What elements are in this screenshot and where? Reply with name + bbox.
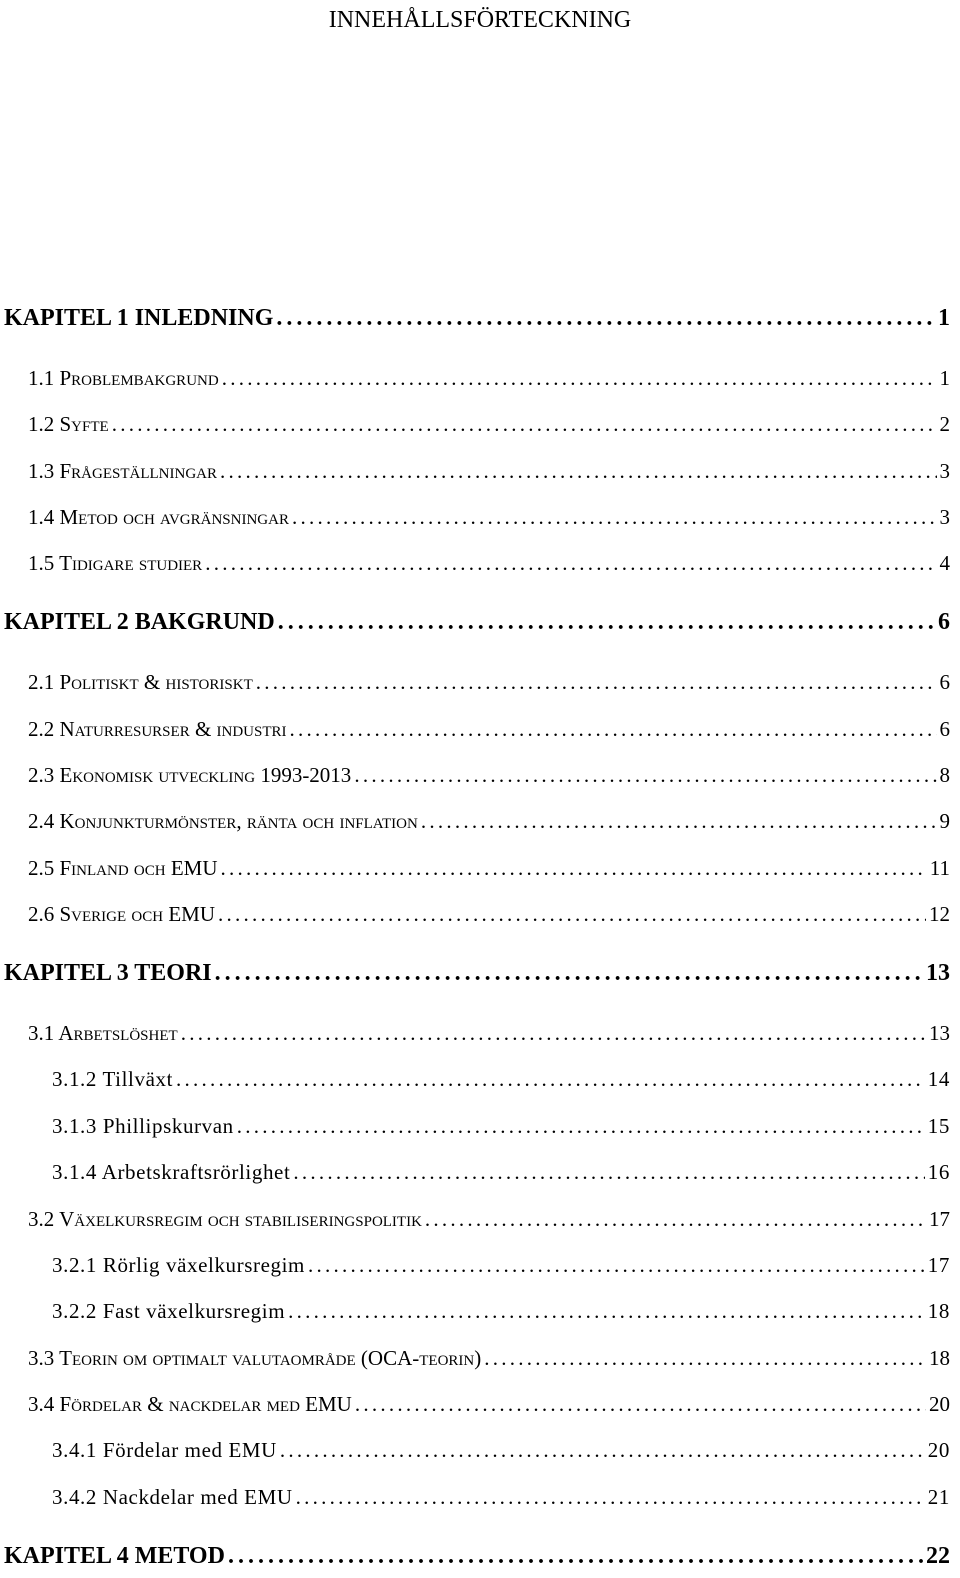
dot-leader (425, 1203, 926, 1235)
toc-entry-page: 6 (938, 609, 950, 635)
toc-entry-label: 3.1.4 Arbetskraftsrörlighet (52, 1160, 291, 1184)
toc-entry-page: 11 (929, 856, 950, 880)
toc-entry-label: 3.4 Fördelar & nackdelar med EMU (28, 1392, 352, 1416)
dot-leader (308, 1249, 925, 1281)
toc-entry-label: 3.1.3 Phillipskurvan (52, 1114, 234, 1138)
dot-leader (221, 852, 927, 884)
toc-entry-3-4-2[interactable] (52, 1481, 950, 1513)
dot-leader (354, 759, 936, 791)
toc-entry-2-4[interactable] (28, 805, 950, 837)
dot-leader (484, 1342, 926, 1374)
toc-entry-page: 3 (939, 505, 950, 529)
toc-entry-page: 4 (939, 551, 950, 575)
toc-entry-label: 1.2 Syfte (28, 412, 109, 436)
toc-entry-label: 3.1 Arbetslöshet (28, 1021, 178, 1045)
dot-leader (228, 1540, 923, 1572)
toc-entry-3-4-1[interactable] (52, 1434, 950, 1466)
toc-entry-label: 3.2.2 Fast växelkursregim (52, 1299, 286, 1323)
dot-leader (181, 1017, 926, 1049)
toc-entry-2-6[interactable] (28, 898, 950, 930)
toc-entry-label: 1.5 Tidigare studier (28, 551, 203, 575)
toc-entry-page: 1 (938, 305, 950, 331)
dot-leader (112, 408, 937, 440)
dot-leader (220, 455, 936, 487)
toc-entry-label: 3.2 Växelkursregim och stabiliseringspolitik (28, 1207, 422, 1231)
toc-entry-label: KAPITEL 3 TEORI (4, 960, 212, 986)
toc-entry-3-1-2[interactable] (52, 1063, 950, 1095)
toc-entry-3-2-2[interactable] (52, 1295, 950, 1327)
toc-entry-label: 2.3 Ekonomisk utveckling 1993-2013 (28, 763, 352, 787)
dot-leader (355, 1388, 926, 1420)
toc-entry-label: 2.5 Finland och EMU (28, 856, 218, 880)
toc-entry-3-1-3[interactable] (52, 1110, 950, 1142)
toc-entry-label: 3.2.1 Rörlig växelkursregim (52, 1253, 305, 1277)
toc-entry-label: KAPITEL 2 BAKGRUND (4, 609, 275, 635)
toc-entry-label: 2.6 Sverige och EMU (28, 902, 216, 926)
toc-entry-page: 13 (929, 1021, 950, 1045)
toc-entry-1-1[interactable] (28, 362, 950, 394)
toc-entry-page: 9 (939, 809, 950, 833)
toc-entry-page: 20 (929, 1392, 950, 1416)
dot-leader (292, 501, 937, 533)
toc-entry-1-4[interactable] (28, 501, 950, 533)
toc-entry-page: 13 (926, 960, 950, 986)
toc-entry-page: 14 (927, 1067, 950, 1091)
dot-leader (276, 302, 935, 334)
toc-entry-page: 2 (939, 412, 950, 436)
toc-entry-page: 6 (939, 717, 950, 741)
toc-entry-page: 22 (926, 1543, 950, 1569)
toc-entry-page: 16 (927, 1160, 950, 1184)
dot-leader (218, 898, 926, 930)
toc-entry-label: 1.3 Frågeställningar (28, 459, 218, 483)
toc-entry-1-3[interactable] (28, 455, 950, 487)
dot-leader (256, 666, 937, 698)
page-title: INNEHÅLLSFÖRTECKNING (328, 7, 632, 33)
toc-entry-label: 1.4 Metod och avgränsningar (28, 505, 289, 529)
toc-entry-3-3[interactable] (28, 1342, 950, 1374)
toc-entry-page: 18 (927, 1299, 950, 1323)
toc-entry-page: 12 (929, 902, 950, 926)
dot-leader (290, 713, 937, 745)
dot-leader (278, 606, 935, 638)
toc-entry-chapter-1[interactable] (4, 302, 950, 334)
dot-leader (280, 1434, 925, 1466)
dot-leader (293, 1156, 924, 1188)
toc-entry-3-2-1[interactable] (52, 1249, 950, 1281)
toc-entry-page: 17 (929, 1207, 950, 1231)
toc-entry-chapter-2[interactable] (4, 606, 950, 638)
toc-entry-1-5[interactable] (28, 547, 950, 579)
toc-entry-page: 8 (939, 763, 950, 787)
dot-leader (421, 805, 937, 837)
toc-entry-chapter-3[interactable] (4, 957, 950, 989)
toc-entry-label: 2.2 Naturresurser & industri (28, 717, 287, 741)
toc-entry-label: KAPITEL 1 INLEDNING (4, 305, 274, 331)
toc-entry-label: 3.4.2 Nackdelar med EMU (52, 1485, 293, 1509)
toc-entry-page: 1 (939, 366, 950, 390)
toc-entry-label: 3.1.2 Tillväxt (52, 1067, 174, 1091)
toc-entry-3-2[interactable] (28, 1203, 950, 1235)
toc-entry-2-3[interactable] (28, 759, 950, 791)
toc-entry-label: 3.3 Teorin om optimalt valutaområde (OCA-teorin) (28, 1346, 482, 1370)
dot-leader (237, 1110, 925, 1142)
toc-entry-label: 1.1 Problembakgrund (28, 366, 219, 390)
dot-leader (215, 957, 923, 989)
toc-entry-page: 21 (927, 1485, 950, 1509)
dot-leader (288, 1295, 925, 1327)
dot-leader (176, 1063, 925, 1095)
toc-entry-label: 2.1 Politiskt & historiskt (28, 670, 253, 694)
dot-leader (296, 1481, 925, 1513)
toc-entry-2-1[interactable] (28, 666, 950, 698)
toc-entry-2-5[interactable] (28, 852, 950, 884)
toc-entry-page: 3 (939, 459, 950, 483)
toc-entry-chapter-4[interactable] (4, 1540, 950, 1572)
toc-entry-page: 6 (939, 670, 950, 694)
dot-leader (205, 547, 936, 579)
toc-entry-page: 15 (927, 1114, 950, 1138)
toc-entry-label: KAPITEL 4 METOD (4, 1543, 225, 1569)
dot-leader (222, 362, 937, 394)
toc-entry-page: 20 (927, 1438, 950, 1462)
toc-entry-2-2[interactable] (28, 713, 950, 745)
toc-entry-label: 2.4 Konjunkturmönster, ränta och inflation (28, 809, 418, 833)
toc-entry-page: 18 (929, 1346, 950, 1370)
toc-entry-3-4[interactable] (28, 1388, 950, 1420)
toc-entry-label: 3.4.1 Fördelar med EMU (52, 1438, 277, 1462)
toc-entry-page: 17 (927, 1253, 950, 1277)
toc-entry-3-1-4[interactable] (52, 1156, 950, 1188)
toc-entry-1-2[interactable] (28, 408, 950, 440)
toc-entry-3-1[interactable] (28, 1017, 950, 1049)
